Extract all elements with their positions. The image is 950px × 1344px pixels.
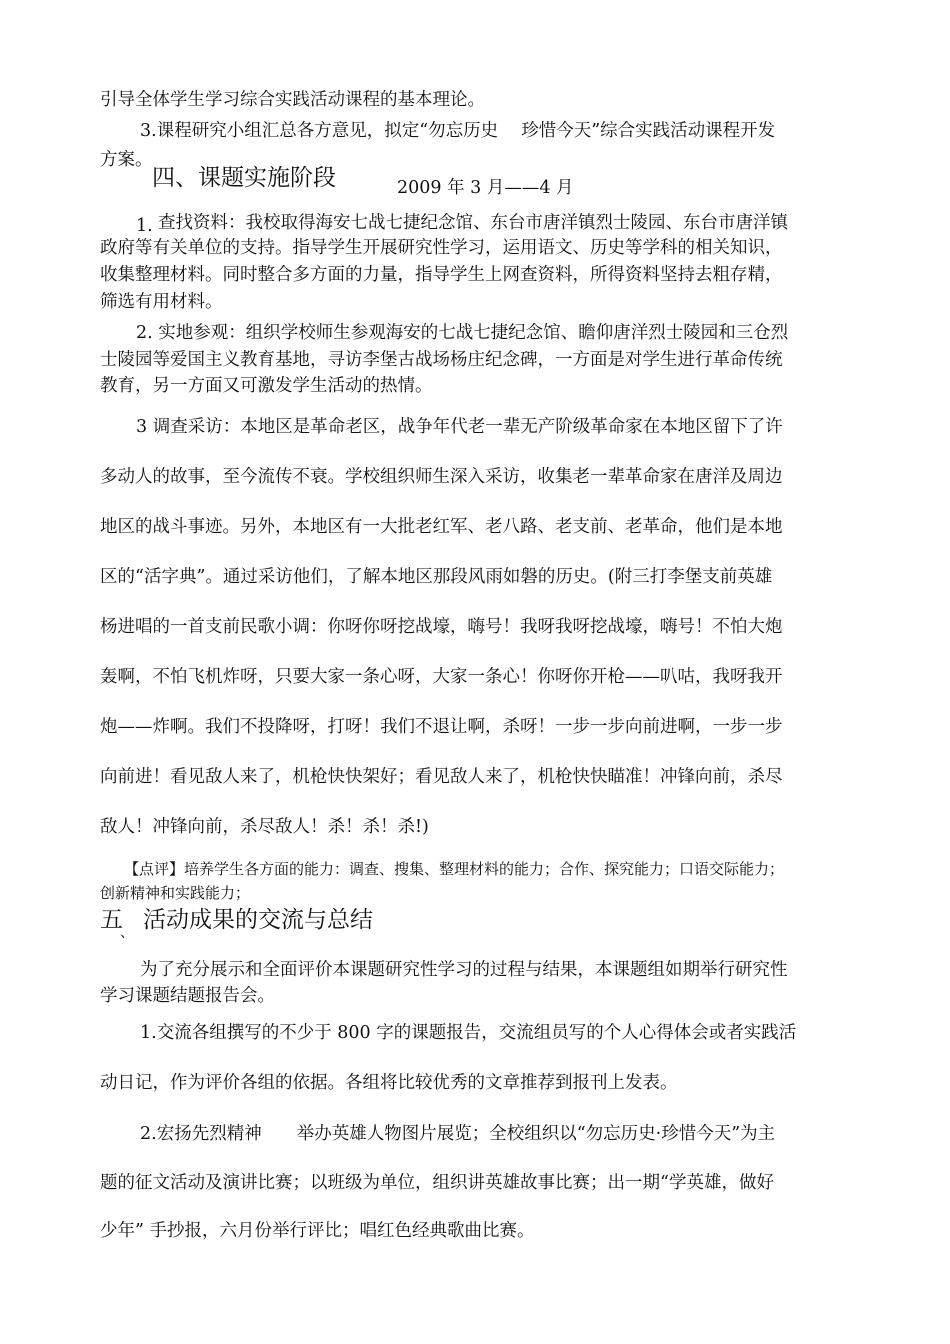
paragraph-line: 引导全体学生学习综合实践活动课程的基本理论。 — [100, 90, 485, 110]
paragraph-line: 多动人的故事，至今流传不衰。学校组织师生深入采访，收集老一辈革命家在唐洋及周边 — [100, 467, 783, 487]
paragraph-line: 2. 实地参观：组织学校师生参观海安的七战七捷纪念馆、瞻仰唐洋烈士陵园和三仓烈 — [136, 323, 789, 343]
comment-line: 【点评】培养学生各方面的能力：调查、搜集、整理材料的能力；合作、探究能力；口语交际能力； — [124, 860, 785, 878]
paragraph-line: 炮——炸啊。我们不投降呀，打呀！我们不退让啊，杀呀！一步一步向前进啊，一步一步 — [100, 717, 783, 737]
section-heading: 四、课题实施阶段 — [152, 165, 336, 191]
paragraph-line: 筛选有用材料。 — [100, 292, 223, 312]
paragraph-line: 轰啊，不怕飞机炸呀，只要大家一条心呀，大家一条心！你呀你开枪——叭咕，我呀我开 — [100, 667, 783, 687]
paragraph-line: 方案。 — [100, 150, 153, 170]
paragraph-line: 区的“活字典”。通过采访他们，了解本地区那段风雨如磐的历史。(附三打李堡支前英雄 — [100, 567, 773, 587]
section-date: 2009 年 3 月——4 月 — [397, 178, 574, 198]
paragraph-line: 为了充分展示和全面评价本课题研究性学习的过程与结果，本课题组如期举行研究性 — [140, 960, 788, 980]
paragraph-line: 收集整理材料。同时整合多方面的力量，指导学生上网查资料，所得资料坚持去粗存精， — [100, 265, 783, 285]
paragraph-line: 2.宏扬先烈精神 举办英雄人物图片展览；全校组织以“勿忘历史·珍惜今天”为主 — [140, 1124, 776, 1144]
comment-line: 创新精神和实践能力； — [100, 884, 251, 902]
paragraph-line: 少年” 手抄报，六月份举行评比；唱红色经典歌曲比赛。 — [100, 1221, 535, 1241]
paragraph-line: 士陵园等爱国主义教育基地，寻访李堡古战场杨庄纪念碑，一方面是对学生进行革命传统 — [100, 350, 783, 370]
section-heading-mark: 、 — [120, 925, 134, 941]
item-number: 1. — [136, 216, 153, 236]
paragraph-line: 教育，另一方面又可激发学生活动的热情。 — [100, 376, 433, 396]
paragraph-line: 向前进！看见敌人来了，机枪快快架好；看见敌人来了，机枪快快瞄准！冲锋向前，杀尽 — [100, 767, 783, 787]
paragraph-line: 3.课程研究小组汇总各方意见，拟定“勿忘历史 珍惜今天”综合实践活动课程开发 — [140, 121, 776, 141]
paragraph-line: 1.交流各组撰写的不少于 800 字的课题报告，交流组员写的个人心得体会或者实践活 — [140, 1023, 797, 1043]
section-heading-number: 五 — [100, 907, 123, 933]
paragraph-line: 杨进唱的一首支前民歌小调：你呀你呀挖战壕，嗨号！我呀我呀挖战壕，嗨号！不怕大炮 — [100, 617, 783, 637]
paragraph-line: 3 调查采访：本地区是革命老区，战争年代老一辈无产阶级革命家在本地区留下了许 — [136, 417, 783, 437]
paragraph-line: 政府等有关单位的支持。指导学生开展研究性学习，运用语文、历史等学科的相关知识， — [100, 238, 783, 258]
paragraph-line: 敌人！冲锋向前，杀尽敌人！杀！杀！杀!) — [100, 817, 429, 837]
paragraph-line: 地区的战斗事迹。另外，本地区有一大批老红军、老八路、老支前、老革命，他们是本地 — [100, 517, 783, 537]
paragraph-line: 查找资料：我校取得海安七战七捷纪念馆、东台市唐洋镇烈士陵园、东台市唐洋镇 — [158, 213, 788, 233]
paragraph-line: 动日记，作为评价各组的依据。各组将比较优秀的文章推荐到报刊上发表。 — [100, 1073, 678, 1093]
paragraph-line: 学习课题结题报告会。 — [100, 986, 275, 1006]
section-heading: 活动成果的交流与总结 — [143, 907, 373, 933]
paragraph-line: 题的征文活动及演讲比赛；以班级为单位，组织讲英雄故事比赛；出一期“学英雄，做好 — [100, 1173, 774, 1193]
